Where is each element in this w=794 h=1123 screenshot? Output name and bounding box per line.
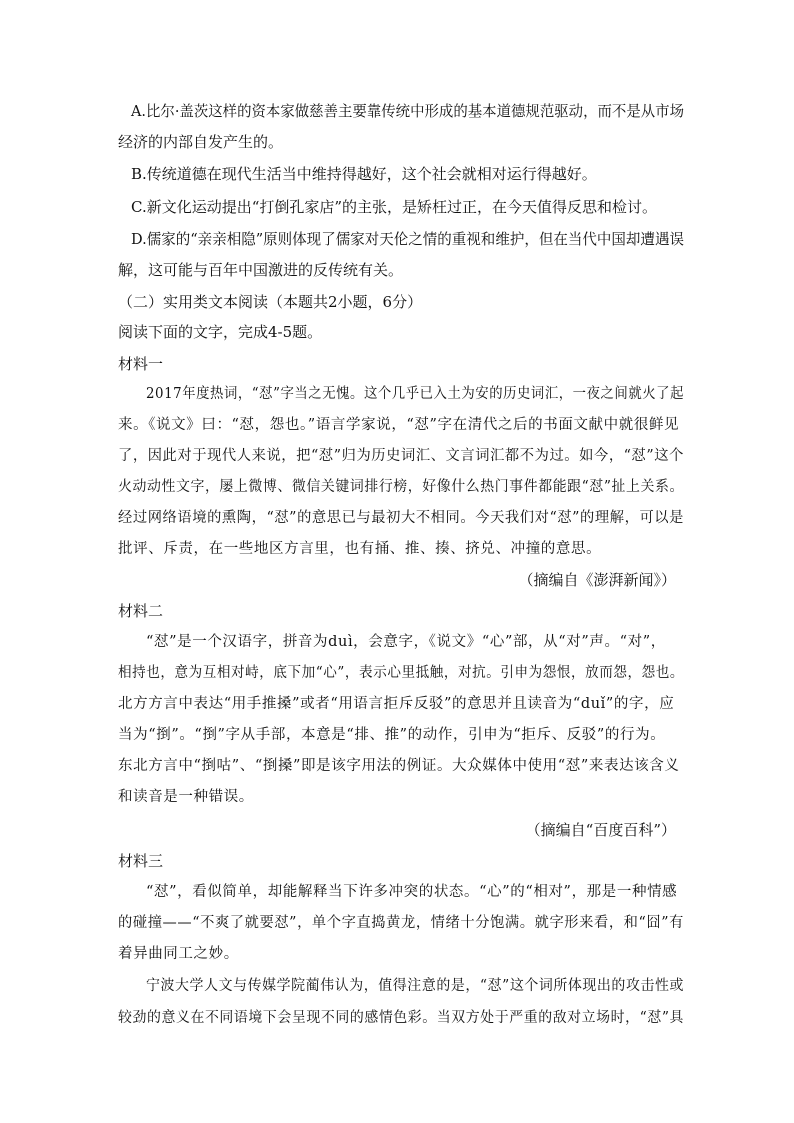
material-2-line: “怼”是一个汉语字，拼音为duì，会意字，《说文》“心”部，从“对”声。“对”，	[146, 634, 666, 650]
material-3-paragraph-2-line: 较劲的意义在不同语境下会呈现不同的感情色彩。当双方处于严重的敌对立场时，“怼”具	[118, 1010, 684, 1026]
section-heading: （二）实用类文本阅读（本题共2小题，6分）	[118, 293, 423, 311]
material-2-line: 相持也，意为互相对峙，底下加“心”，表示心里抵触，对抗。引申为怨恨，放而怨，怨也。	[118, 665, 685, 681]
material-1-line: 来。《说文》曰：“怼，怨也。”语言学家说，“怼”字在清代之后的书面文献中就很鲜见	[118, 417, 680, 433]
material-2-line: 当为“捯”。“捯”字从手部，本意是“排、推”的动作，引申为“拒斥、反驳”的行为。	[118, 727, 666, 743]
material-2-line: 北方方言中表达“用手推搡”或者“用语言拒斥反驳”的意思并且读音为“duǐ”的字，应	[118, 696, 675, 712]
material-3-paragraph-2-line: 宁波大学人文与传媒学院蔺伟认为，值得注意的是，“怼”这个词所体现出的攻击性或	[146, 978, 685, 994]
material-2-line: 和读音是一种错误。	[118, 789, 254, 805]
option-b: B.传统道德在现代生活当中维持得越好，这个社会就相对运行得越好。	[131, 165, 597, 183]
material-1-label: 材料一	[118, 355, 164, 373]
material-1-line: 批评、斥责，在一些地区方言里，也有捅、推、揍、挤兑、冲撞的意思。	[118, 541, 602, 557]
option-d-line-1: D.儒家的“亲亲相隐”原则体现了儒家对天伦之情的重视和维护，但在当代中国却遭遇误	[131, 230, 684, 248]
option-d-line-2: 解，这可能与百年中国激进的反传统有关。	[118, 261, 404, 279]
material-2-label: 材料二	[118, 602, 164, 620]
material-2-line: 东北方言中“捯咕”、“捯搡”即是该字用法的例证。大众媒体中使用“怼”来表达该含义	[118, 758, 680, 774]
material-1-line: 2017年度热词，“怼”字当之无愧。这个几乎已入土为安的历史词汇，一夜之间就火了起	[146, 386, 684, 402]
material-1-line: 了，因此对于现代人来说，把“怼”归为历史词汇、文言词汇都不为过。如今，“怼”这个	[118, 448, 684, 464]
material-3-line: 的碰撞——“不爽了就要怼”，单个字直捣黄龙，情绪十分饱满。就字形来看，和“囧”有	[118, 915, 684, 931]
option-a-line-1: A.比尔·盖茨这样的资本家做慈善主要靠传统中形成的基本道德规范驱动，而不是从市场	[131, 102, 684, 120]
material-2-source: （摘编自“百度百科”）	[525, 821, 676, 839]
material-1-line: 经过网络语境的熏陶，“怼”的意思已与最初大不相同。今天我们对“怼”的理解，可以是	[118, 510, 684, 526]
material-1-source: （摘编自《澎湃新闻》）	[518, 571, 676, 589]
option-a-line-2: 经济的内部自发产生的。	[118, 133, 284, 151]
option-c: C.新文化运动提出“打倒孔家店”的主张，是矫枉过正，在今天值得反思和检讨。	[131, 198, 658, 216]
section-instruction: 阅读下面的文字，完成4-5题。	[118, 323, 323, 341]
material-3-label: 材料三	[118, 852, 164, 870]
material-3-line: 着异曲同工之妙。	[118, 946, 239, 962]
material-3-line: “怼”，看似简单，却能解释当下许多冲突的状态。“心”的“相对”，那是一种情感	[146, 884, 678, 900]
material-1-line: 火动动性文字，屡上微博、微信关键词排行榜，好像什么热门事件都能跟“怼”扯上关系。	[118, 479, 684, 495]
